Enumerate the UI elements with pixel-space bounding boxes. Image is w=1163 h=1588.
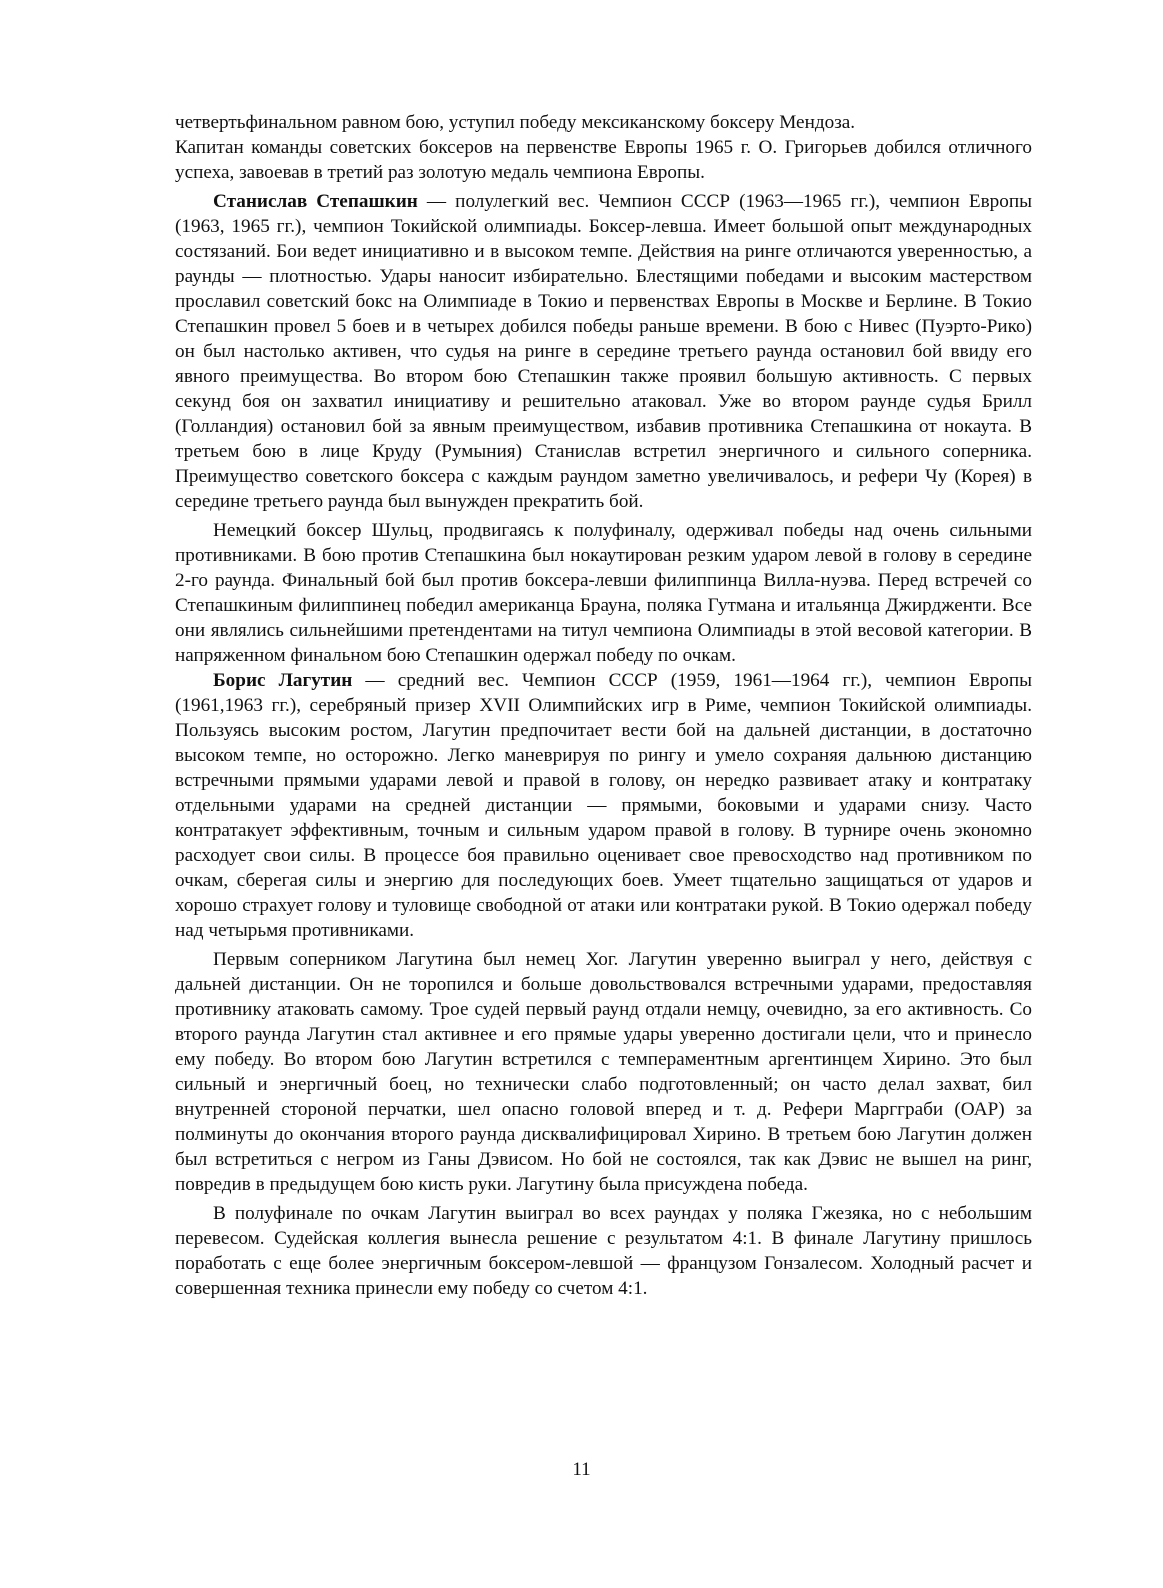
paragraph-2	[175, 135, 1032, 185]
paragraph-stepashkin	[175, 189, 1032, 514]
paragraph-hog	[175, 947, 1032, 1197]
boxer-name-stepashkin: Станислав Степашкин	[213, 191, 418, 212]
page-number: 11	[572, 1459, 591, 1480]
paragraph-2-text: Капитан команды советских боксеров на первенстве Европы 1965 г. О. Григорьев добился отличного успеха, завоевав в третий раз золотую медаль чемпиона Европы.	[175, 137, 1032, 183]
paragraph-schulz	[175, 518, 1032, 668]
paragraph-1	[175, 110, 1032, 135]
paragraph-stepashkin-text: — полулегкий вес. Чемпион СССР (1963—1965 гг.), чемпион Европы (1963, 1965 гг.), чемпион Токийской олимпиады. Боксер-левша. Имеет большой опыт международных состязаний. Бои ведет инициативно и в высоком темпе. Действия на ринге отличаются уверенностью, а раунды — плотностью. Удары наносит избирательно. Блестящими победами и высоким мастерством прославил советский бокс на Олимпиаде в Токио и первенствах Европы в Москве и Берлине. В Токио Степашкин провел 5 боев и в четырех добился победы раньше времени. В бою с Нивес (Пуэрто-Рико) он был настолько активен, что судья на ринге в середине третьего раунда остановил бой ввиду его явного преимущества. Во втором бою Степашкин также проявил большую активность. С первых секунд боя он захватил инициативу и решительно атаковал. Уже во втором раунде судья Брилл (Голландия) остановил бой за явным преимуществом, избавив противника Степашкина от нокаута. В третьем бою в лице Круду (Румыния) Станислав встретил энергичного и сильного соперника. Преимущество советского боксера с каждым раундом заметно увеличивалось, и рефери Чу (Корея) в середине третьего раунда был вынужден прекратить бой.	[175, 191, 1032, 512]
paragraph-semifinal-text: В полуфинале по очкам Лагутин выиграл во всех раундах у поляка Гжезяка, но с небольшим перевесом. Судейская коллегия вынесла решение с результатом 4:1. В финале Лагутину пришлось поработать с еще более энергичным боксером-левшой — французом Гонзалесом. Холодный расчет и совершенная техника принесли ему победу со счетом 4:1.	[175, 1203, 1032, 1299]
paragraph-lagutin-text: — средний вес. Чемпион СССР (1959, 1961—1964 гг.), чемпион Европы (1961,1963 гг.), серебряный призер XVII Олимпийских игр в Риме, чемпион Токийской олимпиады. Пользуясь высоким ростом, Лагутин предпочитает вести бой на дальней дистанции, в достаточно высоком темпе, но осторожно. Легко маневрируя по рингу и умело сохраняя дальнюю дистанцию встречными прямыми ударами левой и правой в голову, он нередко развивает атаку и контратаку отдельными ударами на средней дистанции — прямыми, боковыми и ударами снизу. Часто контратакует эффективным, точным и сильным ударом правой в голову. В турнире очень экономно расходует свои силы. В процессе боя правильно оценивает свое превосходство над противником по очкам, сберегая силы и энергию для последующих боев. Умеет тщательно защищаться от ударов и хорошо страхует голову и туловище свободной от атаки или контратаки рукой. В Токио одержал победу над четырьмя противниками.	[175, 670, 1032, 941]
paragraph-schulz-text: Немецкий боксер Шульц, продвигаясь к полуфиналу, одерживал победы над очень сильными противниками. В бою против Степашкина был нокаутирован резким ударом левой в голову в середине 2-го раунда. Финальный бой был против боксера-левши филиппинца Вилла-нуэва. Перед встречей со Степашкиным филиппинец победил американца Брауна, поляка Гутмана и итальянца Джирдженти. Все они являлись сильнейшими претендентами на титул чемпиона Олимпиады в этой весовой категории. В напряженном финальном бою Степашкин одержал победу по очкам.	[175, 520, 1032, 666]
paragraph-lagutin	[175, 668, 1032, 943]
page-body	[175, 110, 1032, 1301]
paragraph-semifinal	[175, 1201, 1032, 1301]
paragraph-hog-text: Первым соперником Лагутина был немец Хог. Лагутин уверенно выиграл у него, действуя с дальней дистанции. Он не торопился и больше довольствовался встречными ударами, предоставляя противнику атаковать самому. Трое судей первый раунд отдали немцу, очевидно, за его активность. Со второго раунда Лагутин стал активнее и его прямые удары уверенно достигали цели, что и принесло ему победу. Во втором бою Лагутин встретился с темпераментным аргентинцем Хирино. Это был сильный и энергичный боец, но технически слабо подготовленный; он часто делал захват, бил внутренней стороной перчатки, шел опасно головой вперед и т. д. Рефери Маргграби (ОАР) за полминуты до окончания второго раунда дисквалифицировал Хирино. В третьем бою Лагутин должен был встретиться с негром из Ганы Дэвисом. Но бой не состоялся, так как Дэвис не вышел на ринг, повредив в предыдущем бою кисть руки. Лагутину была присуждена победа.	[175, 949, 1032, 1195]
boxer-name-lagutin: Борис Лагутин	[213, 670, 353, 691]
paragraph-1-text: четвертьфинальном равном бою, уступил победу мексиканскому боксеру Мендоза.	[175, 112, 856, 133]
